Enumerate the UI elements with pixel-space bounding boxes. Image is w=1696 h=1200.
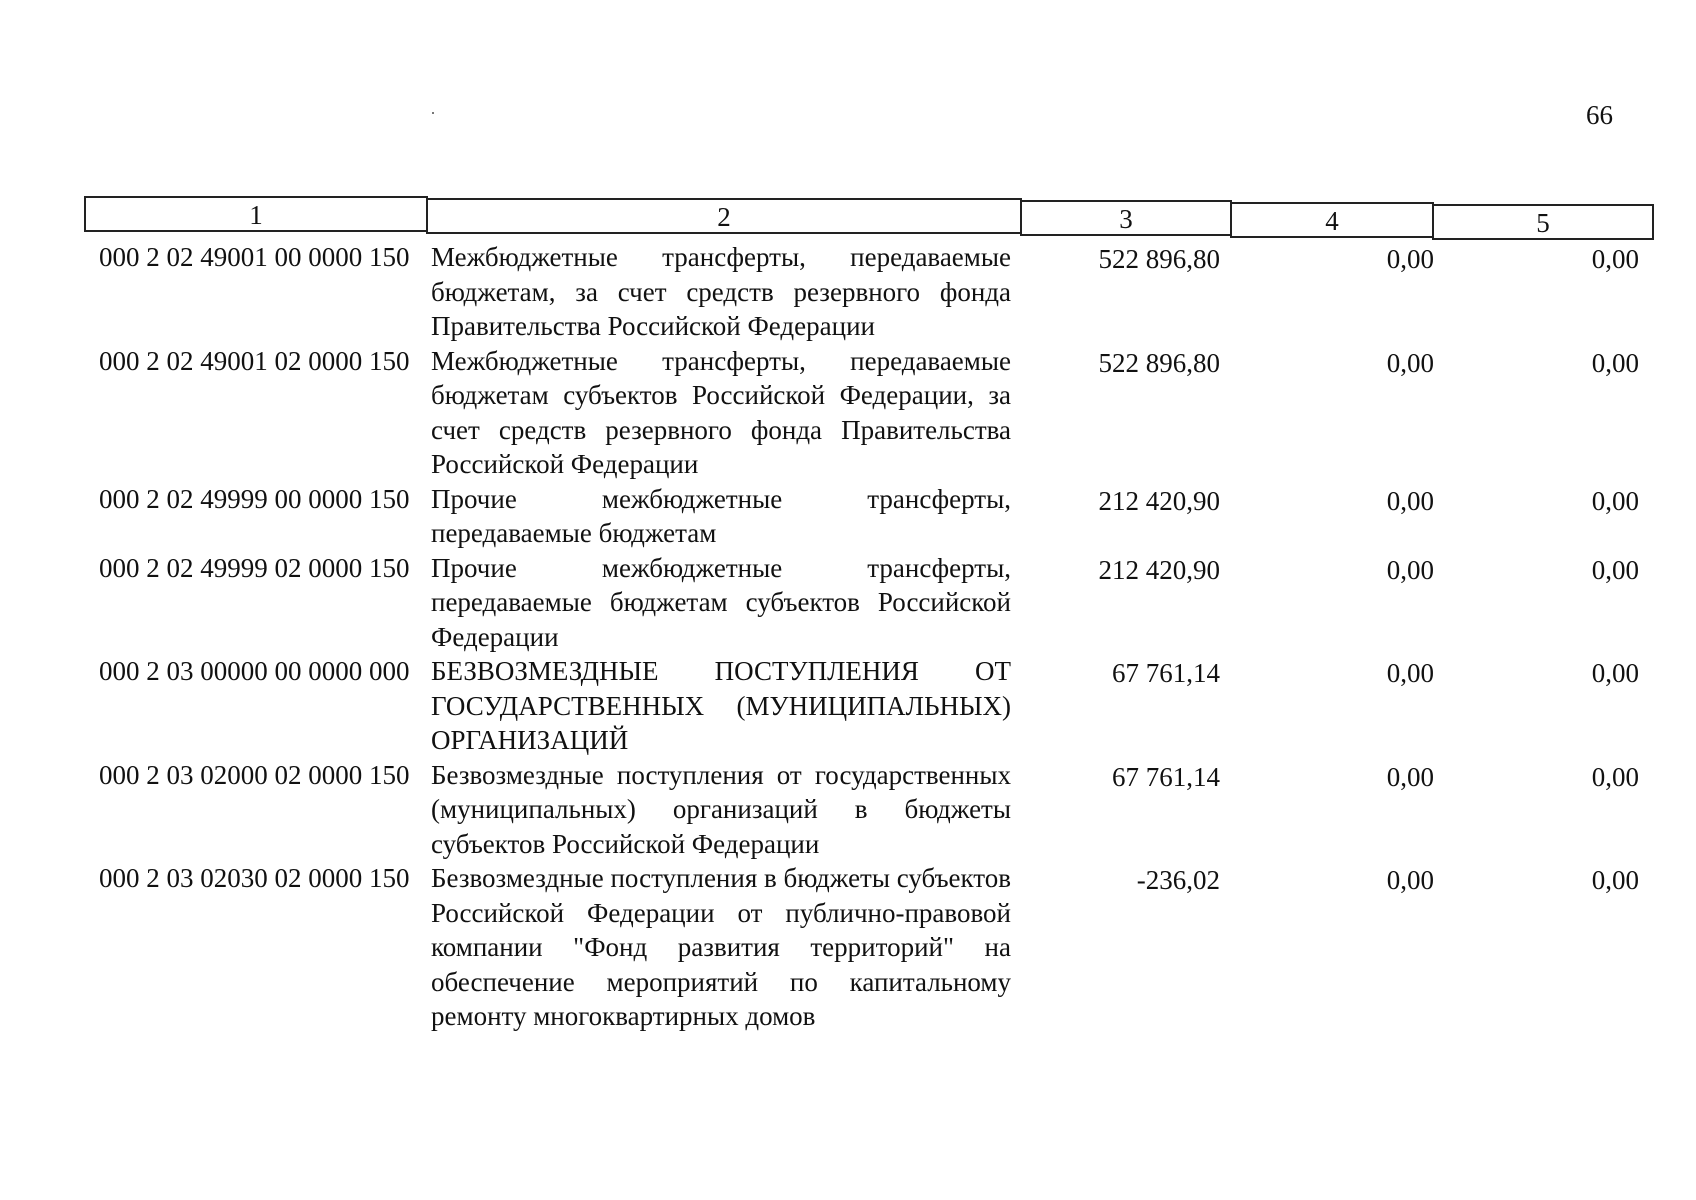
header-col-3: 3: [1020, 200, 1232, 236]
table-row: [84, 482, 1654, 551]
row-code: 000 2 02 49999 02 0000 150: [99, 552, 410, 583]
table-row: [84, 344, 1654, 482]
header-col-5: 5: [1432, 204, 1654, 240]
header-col-1: 1: [84, 196, 428, 232]
table-row: [84, 861, 1654, 1034]
row-col4-value: 0,00: [1386, 865, 1434, 895]
row-col5-value: 0,00: [1591, 554, 1639, 585]
table-row: [84, 758, 1654, 862]
row-code: 000 2 03 02030 02 0000 150: [99, 863, 410, 893]
row-code: 000 2 02 49001 00 0000 150: [99, 242, 410, 272]
row-col4-value: 0,00: [1386, 761, 1434, 792]
table-row: [84, 654, 1654, 758]
row-col3-value: 212 420,90: [1098, 554, 1220, 585]
row-col5-value: 0,00: [1591, 347, 1639, 378]
row-col3-value: 522 896,80: [1098, 244, 1220, 274]
row-col4-value: 0,00: [1386, 554, 1434, 585]
header-col-2: 2: [426, 198, 1022, 234]
row-name: Безвозмездные поступления в бюджеты субъектов Российской Федерации от публично-правовой компании "Фонд развития территорий" на обеспечение мероприятий по капитальному ремонту многоквартирных домов: [431, 863, 1011, 1031]
header-col-4: 4: [1230, 202, 1434, 238]
table-header-row: [84, 198, 1654, 238]
row-col4-value: 0,00: [1386, 347, 1434, 378]
row-col4-value: 0,00: [1386, 485, 1434, 516]
row-code: 000 2 02 49001 02 0000 150: [99, 345, 410, 376]
row-col5-value: 0,00: [1591, 658, 1639, 688]
row-col3-value: 212 420,90: [1098, 485, 1220, 516]
row-name: Безвозмездные поступления от государственных (муниципальных) организаций в бюджеты субъектов Российской Федерации: [431, 759, 1011, 859]
row-col3-value: 67 761,14: [1112, 658, 1220, 688]
table-row: [84, 240, 1654, 344]
row-code: 000 2 02 49999 00 0000 150: [99, 483, 410, 514]
row-code: 000 2 03 00000 00 0000 000: [99, 656, 410, 686]
row-col5-value: 0,00: [1591, 761, 1639, 792]
row-col4-value: 0,00: [1386, 658, 1434, 688]
row-col3-value: -236,02: [1136, 865, 1220, 895]
row-col5-value: 0,00: [1591, 865, 1639, 895]
row-col4-value: 0,00: [1386, 244, 1434, 274]
scan-speck: [432, 112, 434, 114]
table-row: [84, 551, 1654, 655]
row-col5-value: 0,00: [1591, 485, 1639, 516]
page-number: 66: [1586, 100, 1613, 130]
row-name: Межбюджетные трансферты, передаваемые бюджетам субъектов Российской Федерации, за счет средств резервного фонда Правительства Российской Федерации: [431, 345, 1011, 479]
row-name: Прочие межбюджетные трансферты, передаваемые бюджетам субъектов Российской Федерации: [431, 552, 1011, 652]
row-col5-value: 0,00: [1591, 244, 1639, 274]
row-code: 000 2 03 02000 02 0000 150: [99, 759, 410, 790]
row-name: Межбюджетные трансферты, передаваемые бюджетам, за счет средств резервного фонда Правительства Российской Федерации: [431, 242, 1011, 341]
table-body: [84, 240, 1654, 1034]
row-col3-value: 522 896,80: [1098, 347, 1220, 378]
row-col3-value: 67 761,14: [1112, 761, 1220, 792]
row-name: Прочие межбюджетные трансферты, передаваемые бюджетам: [431, 483, 1011, 548]
row-name: БЕЗВОЗМЕЗДНЫЕ ПОСТУПЛЕНИЯ ОТ ГОСУДАРСТВЕННЫХ (МУНИЦИПАЛЬНЫХ) ОРГАНИЗАЦИЙ: [431, 656, 1011, 755]
